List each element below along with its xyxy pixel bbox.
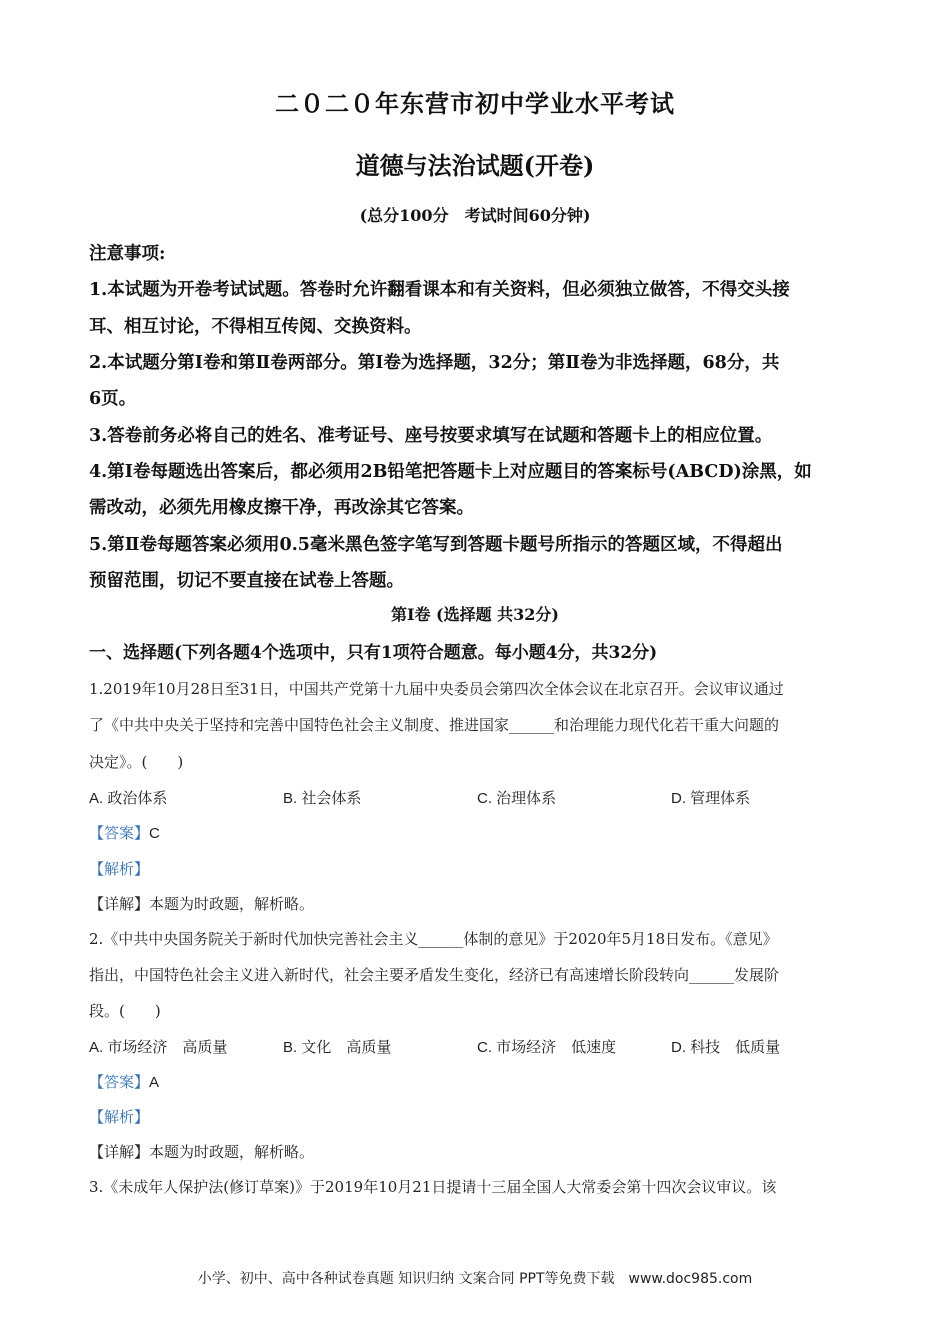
exam-subtitle: 道德与法治试题(开卷) (355, 151, 595, 180)
question-2-option-b: B. 文化 高质量 (283, 1038, 392, 1056)
answer-tag: 【答案】 (89, 824, 150, 842)
question-1-analysis (89, 858, 864, 879)
page-footer: 小学、初中、高中各种试卷真题 知识归纳 文案合同 PPT等免费下载 www.doc985.com (197, 1271, 753, 1287)
analysis-tag: 【解析】 (89, 1108, 150, 1126)
question-2-line: 段。( ) (89, 1002, 161, 1020)
question-1-answer (89, 822, 864, 843)
question-1-option-d: D. 管理体系 (671, 789, 751, 807)
note-line: 6页。 (89, 389, 137, 409)
question-1-line: 决定》。( ) (89, 753, 184, 771)
note-line: 需改动，必须先用橡皮擦干净，再改涂其它答案。 (89, 498, 474, 518)
question-1-option-a: A. 政治体系 (89, 789, 168, 807)
note-line: 4.第Ⅰ卷每题选出答案后，都必须用2B铅笔把答题卡上对应题目的答案标号(ABCD)涂黑，如 (89, 462, 812, 482)
notes-label: 注意事项: (89, 244, 166, 264)
answer-value: A (149, 1074, 160, 1091)
answer-tag: 【答案】 (89, 1073, 150, 1091)
question-1-line: 1.2019年10月28日至31日，中国共产党第十九届中央委员会第四次全体会议在北京召开。会议审议通过 (89, 680, 784, 698)
exam-info: (总分100分 考试时间60分钟) (359, 206, 591, 225)
detail-tag: 【详解】 (89, 1143, 150, 1161)
note-line: 2.本试题分第Ⅰ卷和第Ⅱ卷两部分。第Ⅰ卷为选择题，32分；第Ⅱ卷为非选择题，68分，共 (89, 353, 780, 373)
detail-text: 本题为时政题，解析略。 (149, 1143, 315, 1161)
question-2-option-c: C. 市场经济 低速度 (477, 1038, 617, 1056)
question-2-detail (89, 1141, 864, 1162)
question-2-analysis (89, 1106, 864, 1127)
exam-title: 二０二０年东营市初中学业水平考试 (275, 89, 675, 118)
part-heading: 一、选择题(下列各题4个选项中，只有1项符合题意。每小题4分，共32分) (89, 643, 658, 663)
question-1-option-c: C. 治理体系 (477, 789, 557, 807)
question-2-answer (89, 1071, 864, 1092)
question-1-option-b: B. 社会体系 (283, 789, 362, 807)
question-1-line: 了《中共中央关于坚持和完善中国特色社会主义制度、推进国家______和治理能力现代化若干重大问题的 (89, 716, 780, 734)
note-line: 1.本试题为开卷考试试题。答卷时允许翻看课本和有关资料，但必须独立做答，不得交头接 (89, 280, 790, 300)
question-2-line: 指出，中国特色社会主义进入新时代，社会主要矛盾发生变化，经济已有高速增长阶段转向______发展阶 (89, 966, 780, 984)
question-2-option-d: D. 科技 低质量 (671, 1038, 781, 1056)
answer-value: C (149, 825, 160, 842)
note-line: 耳、相互讨论，不得相互传阅、交换资料。 (89, 317, 422, 337)
detail-tag: 【详解】 (89, 895, 150, 913)
section-heading: 第Ⅰ卷 (选择题 共32分) (390, 605, 560, 624)
question-1-detail (89, 893, 864, 914)
question-3-line: 3.《未成年人保护法(修订草案)》于2019年10月21日提请十三届全国人大常委会第十四次会议审议。该 (89, 1178, 777, 1196)
detail-text: 本题为时政题，解析略。 (149, 895, 315, 913)
analysis-tag: 【解析】 (89, 860, 150, 878)
question-2-line: 2.《中共中央国务院关于新时代加快完善社会主义______体制的意见》于2020年5月18日发布。《意见》 (89, 930, 778, 948)
question-2-option-a: A. 市场经济 高质量 (89, 1038, 228, 1056)
note-line: 3.答卷前务必将自己的姓名、准考证号、座号按要求填写在试题和答题卡上的相应位置。 (89, 426, 773, 446)
note-line: 5.第Ⅱ卷每题答案必须用0.5毫米黑色签字笔写到答题卡题号所指示的答题区域，不得超出 (89, 535, 783, 555)
note-line: 预留范围，切记不要直接在试卷上答题。 (89, 571, 404, 591)
